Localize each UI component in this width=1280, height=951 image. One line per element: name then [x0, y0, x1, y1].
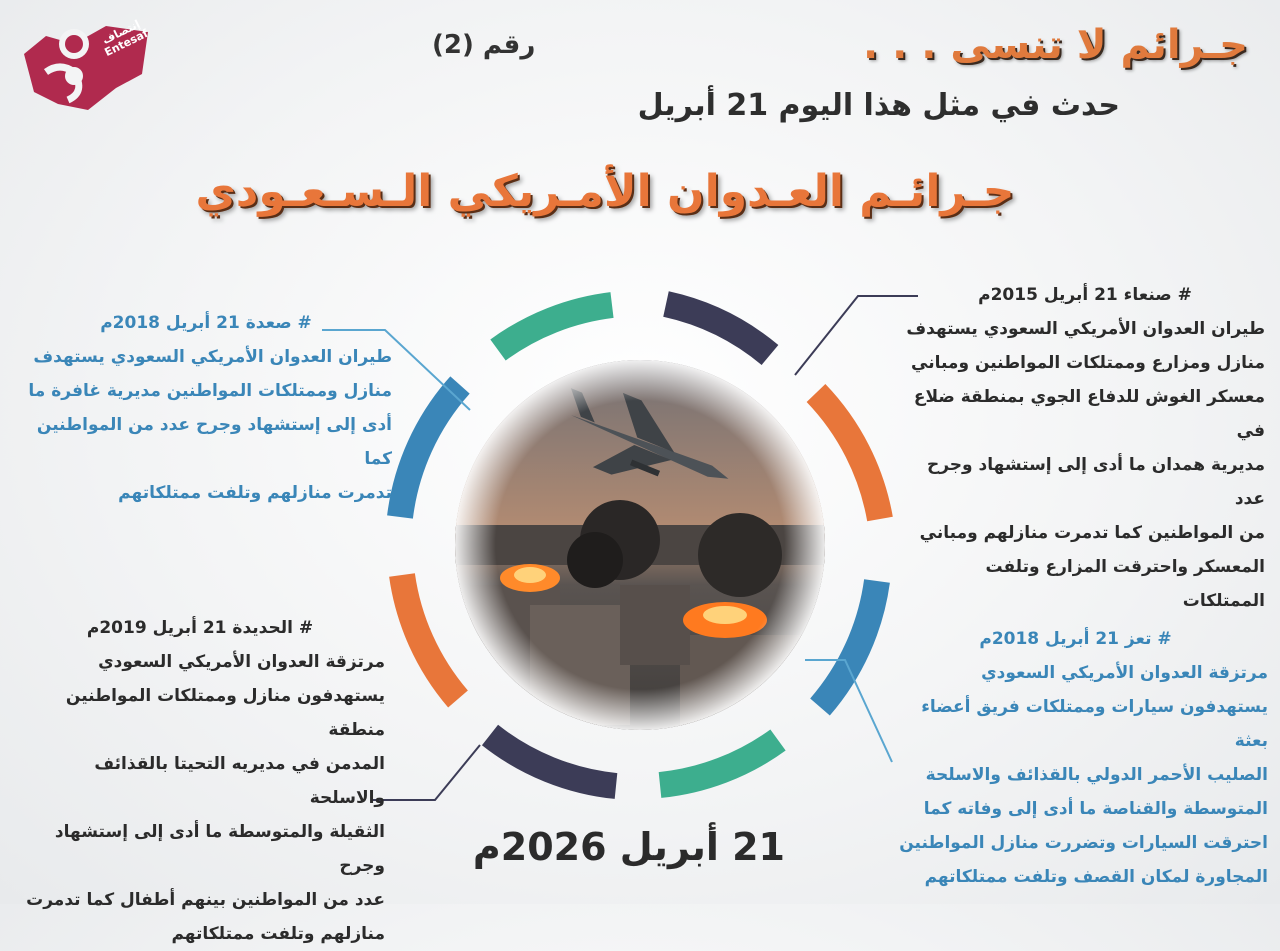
block-line: منازلهم وتلفت ممتلكاتهم — [171, 924, 385, 944]
block-heading: # صنعاء 21 أبريل 2015م — [978, 285, 1192, 305]
block-sanaa — [905, 278, 1265, 618]
logo-text: إنتصاف Entesaf — [100, 17, 151, 60]
block-line: مرتزقة العدوان الأمريكي السعودي — [981, 663, 1268, 683]
block-hodeidah — [15, 611, 385, 951]
block-line: تدمرت منازلهم وتلفت ممتلكاتهم — [118, 483, 392, 503]
connector-hodeidah — [372, 745, 480, 800]
block-line: أدى إلى إستشهاد وجرح عدد من المواطنين كما — [36, 415, 392, 469]
block-line: طيران العدوان الأمريكي السعودي يستهدف — [906, 319, 1265, 339]
block-line: عدد من المواطنين بينهم أطفال كما تدمرت — [26, 890, 385, 910]
block-line: المجاورة لمكان القصف وتلفت ممتلكاتهم — [924, 867, 1268, 887]
block-heading: # تعز 21 أبريل 2018م — [979, 629, 1172, 649]
footer-date: 21 أبريل 2026م — [472, 825, 785, 869]
connector-taiz — [805, 660, 892, 762]
block-line: المدمن في مديريه التحيتا بالقذائف والاسلحة — [94, 754, 385, 808]
number-label: رقم (2) — [432, 30, 536, 60]
main-title: جـرائم لا تنسى . . . — [863, 22, 1248, 68]
connector-sanaa — [795, 296, 918, 375]
block-line: منازل ومزارع وممتلكات المواطنين ومباني — [911, 353, 1265, 373]
block-saada — [20, 306, 392, 510]
block-line: المتوسطة والقناصة ما أدى إلى وفاته كما — [923, 799, 1268, 819]
block-line: يستهدفون سيارات وممتلكات فريق أعضاء بعثة — [921, 697, 1268, 751]
block-line: الصليب الأحمر الدولي بالقذائف والاسلحة — [925, 765, 1268, 785]
block-line: مرتزقة العدوان الأمريكي السعودي — [98, 652, 385, 672]
block-line: المعسكر واحترقت المزارع وتلفت الممتلكات — [985, 557, 1265, 611]
block-heading: # الحديدة 21 أبريل 2019م — [86, 618, 314, 638]
block-line: مديرية همدان ما أدى إلى إستشهاد وجرح عدد — [926, 455, 1265, 509]
block-line: يستهدفون منازل وممتلكات المواطنين منطقة — [65, 686, 385, 740]
block-line: احترقت السيارات وتضررت منازل المواطنين — [899, 833, 1268, 853]
block-heading: # صعدة 21 أبريل 2018م — [100, 313, 312, 333]
block-line: من المواطنين كما تدمرت منازلهم ومباني — [919, 523, 1265, 543]
headline: جـرائـم العـدوان الأمـريكي الـسـعـودي — [195, 166, 1015, 217]
block-line: منازل وممتلكات المواطنين مديرية غافرة ما — [28, 381, 392, 401]
block-taiz — [883, 622, 1268, 894]
block-line: الثقيلة والمتوسطة ما أدى إلى إستشهاد وجرح — [54, 822, 385, 876]
block-line: معسكر الغوش للدفاع الجوي بمنطقة ضلاع في — [913, 387, 1265, 441]
subtitle: حدث في مثل هذا اليوم 21 أبريل — [637, 88, 1120, 123]
block-line: طيران العدوان الأمريكي السعودي يستهدف — [33, 347, 392, 367]
